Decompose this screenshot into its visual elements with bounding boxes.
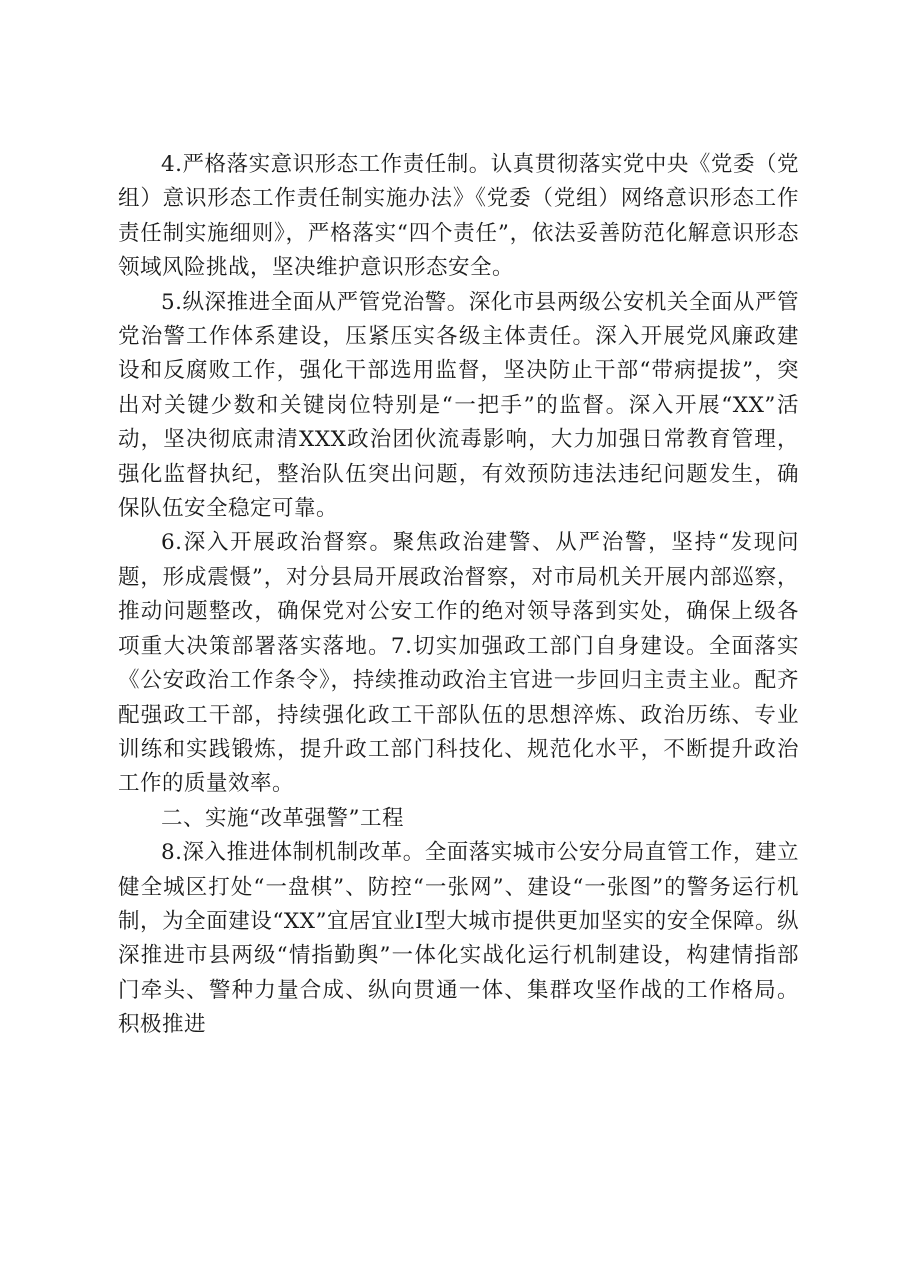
paragraph-ideology-responsibility: 4.严格落实意识形态工作责任制。认真贯彻落实党中央《党委（党组）意识形态工作责任制实施办法》《党委（党组）网络意识形态工作责任制实施细则》，严格落实“四个责任”，依法妥善防范化解意识形态领域风险挑战，坚决维护意识形态安全。 — [118, 152, 799, 281]
paragraph-strict-party-governance: 5.纵深推进全面从严管党治警。深化市县两级公安机关全面从严管党治警工作体系建设，压紧压实各级主体责任。深入开展党风廉政建设和反腐败工作，强化干部选用监督，坚决防止干部“带病提拔”，突出对关键少数和关键岗位特别是“一把手”的监督。深入开展“XX”活动，坚决彻底肃清XXX政治团伙流毒影响，大力加强日常教育管理，强化监督执纪，整治队伍突出问题，有效预防违法违纪问题发生，确保队伍安全稳定可靠。 — [118, 289, 799, 522]
document-body — [118, 148, 799, 1043]
section-heading-reform: 二、实施“改革强警”工程 — [161, 805, 404, 831]
paragraph-institutional-reform: 8.深入推进体制机制改革。全面落实城市公安分局直管工作，建立健全城区打处“一盘棋”、防控“一张网”、建设“一张图”的警务运行机制，为全面建设“XX”宜居宜业Ⅰ型大城市提供更加坚实的安全保障。纵深推进市县两级“情指勤舆”一体化实战化运行机制建设，构建情指部门牵头、警种力量合成、纵向贯通一体、集群攻坚作战的工作格局。积极推进 — [118, 840, 799, 1038]
paragraph-political-inspection: 6.深入开展政治督察。聚焦政治建警、从严治警，坚持“发现问题，形成震慑”，对分县局开展政治督察，对市局机关开展内部巡察，推动问题整改，确保党对公安工作的绝对领导落到实处，确保上级各项重大决策部署落实落地。7.切实加强政工部门自身建设。全面落实《公安政治工作条令》，持续推动政治主官进一步回归主责主业。配齐配强政工干部，持续强化政工干部队伍的思想淬炼、政治历练、专业训练和实践锻炼，提升政工部门科技化、规范化水平，不断提升政治工作的质量效率。 — [118, 530, 799, 797]
